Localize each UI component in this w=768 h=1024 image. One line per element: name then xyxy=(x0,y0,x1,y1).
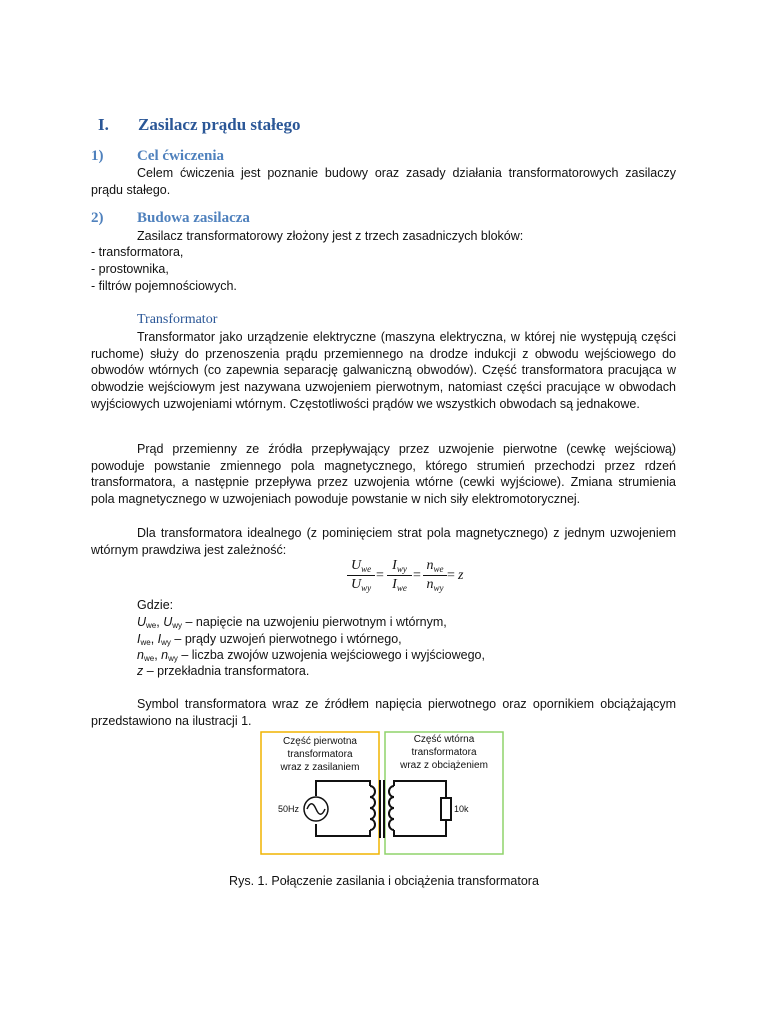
chapter-title: Zasilacz prądu stałego xyxy=(138,115,301,134)
definition-ratio: z – przekładnia transformatora. xyxy=(137,664,310,678)
list-item: - prostownika, xyxy=(91,262,169,276)
transformer-circuit-figure xyxy=(258,730,508,858)
list-item: - transformatora, xyxy=(91,245,184,259)
goal-paragraph: Celem ćwiczenia jest poznanie budowy oraz zasady działania transformatorowych zasilaczy prądu stałego. xyxy=(91,166,676,197)
definition-turns: $n_{we}$, $n_{wy}$ – liczba zwojów uzwojenia wejściowego i wyjściowego, xyxy=(137,648,485,663)
fraction-turns: $n_{we}$ $n_{wy}$ xyxy=(423,558,447,593)
equals-sign: = xyxy=(376,568,384,583)
primary-label-line: Część pierwotna xyxy=(283,736,357,747)
secondary-label-line: transformatora xyxy=(411,747,477,758)
section-title: Budowa zasilacza xyxy=(137,210,250,226)
definition-current: $I_{we}$, $I_{wy}$ – prądy uzwojeń pierwotnego i wtórnego, xyxy=(137,632,402,647)
secondary-label-line: wraz z obciążeniem xyxy=(400,760,488,771)
figure-caption: Rys. 1. Połączenie zasilania i obciążenia transformatora xyxy=(229,874,539,888)
section-number: 1) xyxy=(91,148,104,164)
section-title: Cel ćwiczenia xyxy=(137,148,225,164)
section-number: 2) xyxy=(91,210,104,226)
equals-sign: = xyxy=(413,568,421,583)
transformer-paragraph-1: Transformator jako urządzenie elektryczne (maszyna elektryczna, w której nie występują części ruchome) służy do przenoszenia prądu przemiennego na drodze indukcji z obwodu wejściowego do obwodów wtórnych (co zapewnia separację galwaniczną obwodów). Część transformatora pracująca w obwodzie wejściowym jest nazywana uzwojeniem pierwotnym, natomiast części pracujące w obwodach wyjściowych uzwojeniami wtórnym. Częstotliwości prądów we wszystkich obwodach są jednakowe. xyxy=(91,330,676,411)
transformer-paragraph-2: Prąd przemienny ze źródła przepływający przez uzwojenie pierwotne (cewkę wejściową) powoduje powstanie zmiennego pola magnetycznego, którego strumień przechodzi przez rdzeń transformatora, a następnie przepływa przez uzwojenia wtórne (cewki wyjściowe). Zmiana strumienia pola magnetycznego w uzwojeniach powoduje powstanie w nich siły elektromotorycznej. xyxy=(91,442,676,507)
secondary-coil-icon xyxy=(389,786,394,830)
equals-sign: = xyxy=(447,568,455,583)
symbol-paragraph: Symbol transformatora wraz ze źródłem napięcia pierwotnego oraz opornikiem obciążającym przedstawiono na ilustracji 1. xyxy=(91,697,676,728)
transformer-paragraph-3: Dla transformatora idealnego (z pominięciem strat pola magnetycznego) z jednym uzwojeniem wtórnym prawdziwa jest zależność: xyxy=(91,526,676,557)
ratio-symbol: z xyxy=(458,568,464,583)
secondary-wiring xyxy=(394,781,446,836)
fraction-voltage: $U_{we}$ $U_{wy}$ xyxy=(347,558,375,593)
fraction-current: $I_{wy}$ $I_{we}$ xyxy=(387,558,412,593)
primary-label-line: transformatora xyxy=(287,749,353,760)
primary-coil-icon xyxy=(370,786,375,830)
chapter-number: I. xyxy=(98,115,109,134)
definition-voltage: $U_{we}$, $U_{wy}$ – napięcie na uzwojeniu pierwotnym i wtórnym, xyxy=(137,615,447,630)
resistor-icon xyxy=(441,798,451,820)
definitions-label: Gdzie: xyxy=(137,598,174,612)
source-frequency-label: 50Hz xyxy=(278,804,300,814)
list-item: - filtrów pojemnościowych. xyxy=(91,279,237,293)
subsection-heading-transformer: Transformator xyxy=(137,312,218,327)
secondary-label-line: Część wtórna xyxy=(413,734,475,745)
structure-intro: Zasilacz transformatorowy złożony jest z trzech zasadniczych bloków: xyxy=(137,229,524,243)
load-resistance-label: 10k xyxy=(454,804,469,814)
primary-label-line: wraz z zasilaniem xyxy=(280,762,360,773)
